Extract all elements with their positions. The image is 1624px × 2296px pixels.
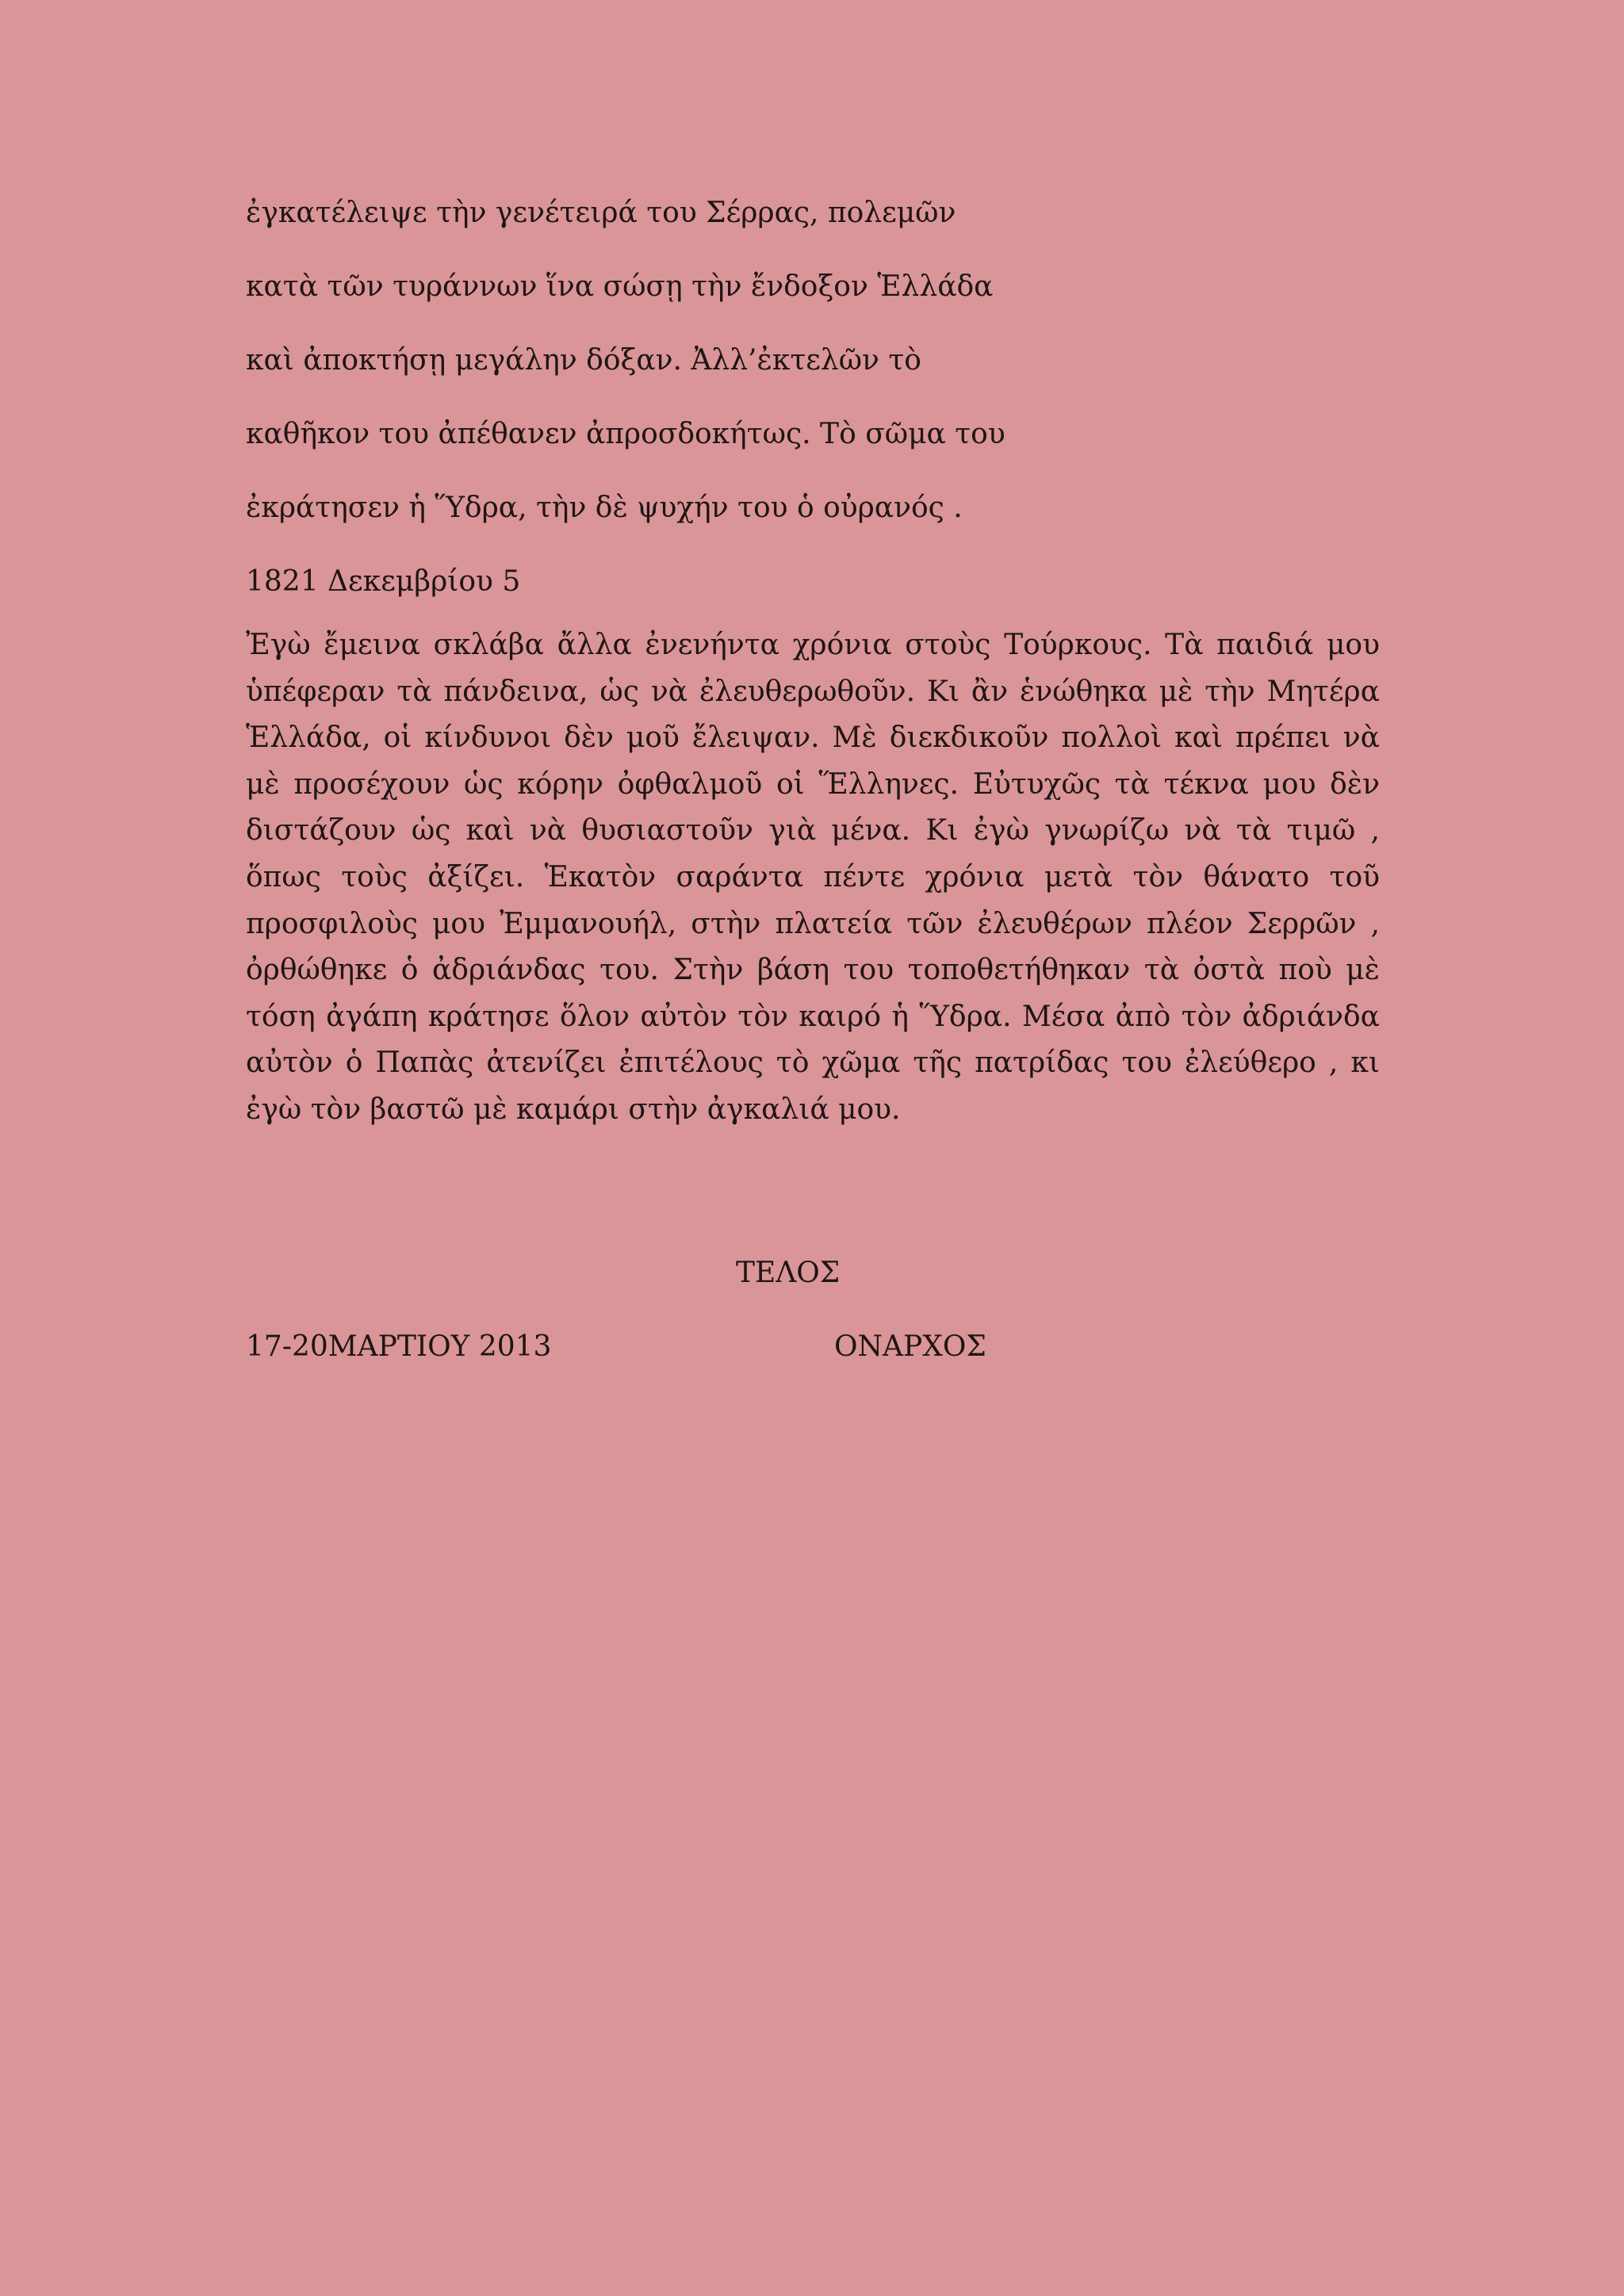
author-signature: ΟΝΑΡΧΟΣ [834,1330,986,1363]
body-paragraph: Ἐγὼ ἔμεινα σκλάβα ἄλλα ἐνενήντα χρόνια στοὺς Τούρκους. Τὰ παιδιά μου ὑπέφεραν τὰ πάνδεινα, ὡς νὰ ἐλευθερωθοῦν. Κι ἂν ἑνώθηκα μὲ τὴν Μητέρα Ἑλλάδα, οἱ κίνδυνοι δὲν μοῦ ἔλειψαν. Μὲ διεκδικοῦν πολλοὶ καὶ πρέπει νὰ μὲ προσέχουν ὡς κόρην ὀφθαλμοῦ οἱ Ἕλληνες. Εὐτυχῶς τὰ τέκνα μου δὲν διστάζουν ὡς καὶ νὰ θυσιαστοῦν γιὰ μένα. Κι ἐγὼ γνωρίζω νὰ τὰ τιμῶ , ὅπως τοὺς ἀξίζει. Ἑκατὸν σαράντα πέντε χρόνια μετὰ τὸν θάνατο τοῦ προσφιλοὺς μου Ἐμμανουήλ, στὴν πλατεία τῶν ἐλευθέρων πλέον Σερρῶν , ὀρθώθηκε ὁ ἀδριάνδας του. Στὴν βάση του τοποθετήθηκαν τὰ ὀστὰ ποὺ μὲ τόση ἀγάπη κράτησε ὅλον αὐτὸν τὸν καιρό ἡ Ὕδρα. Μέσα ἀπὸ τὸν ἀδριάνδα αὐτὸν ὁ Παπὰς ἀτενίζει ἐπιτέλους τὸ χῶμα τῆς πατρίδας του ἐλεύθερο , κι ἐγὼ τὸν βαστῶ μὲ καμάρι στὴν ἀγκαλιά μου. [246,629,1380,1126]
end-title: ΤΕΛΟΣ [736,1257,841,1289]
poem-line: κατὰ τῶν τυράννων ἵνα σώσῃ τὴν ἔνδοξον Ἑλλάδα [246,270,994,303]
date-heading: 1821 Δεκεμβρίου 5 [246,565,521,598]
signature-date: 17-20ΜΑΡΤΙΟΥ 2013 [246,1330,552,1363]
poem-line: ἐκράτησεν ἡ Ὕδρα, τὴν δὲ ψυχήν του ὁ οὐρανός . [246,492,963,524]
poem-line: καὶ ἀποκτήσῃ μεγάλην δόξαν. Ἀλλ’ἐκτελῶν τὸ [246,344,921,377]
poem-line: ἐγκατέλειψε τὴν γενέτειρά του Σέρρας, πολεμῶν [246,197,956,229]
poem-stanza [246,190,1380,559]
poem-line: καθῆκον του ἀπέθανεν ἀπροσδοκήτως. Τὸ σῶμα του [246,418,1005,450]
document-body [246,190,1380,1134]
